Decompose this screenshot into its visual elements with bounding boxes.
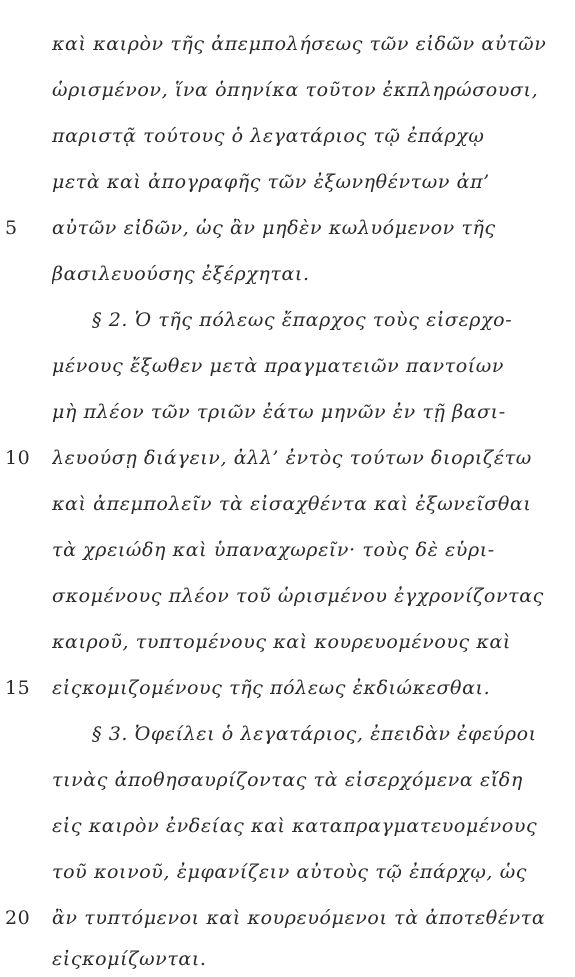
- text-line: μένους ἔξωθεν μετὰ πραγματειῶν παντοίων: [52, 355, 505, 377]
- text-line: εἰςκομιζομένους τῆς πόλεως ἐκδιώκεσθαι.: [52, 677, 491, 699]
- line-number: 10: [5, 447, 31, 469]
- text-line: μὴ πλέον τῶν τριῶν ἐάτω μηνῶν ἐν τῇ βασι-: [52, 401, 506, 423]
- text-line: εἰςκομίζωνται.: [52, 948, 207, 970]
- text-line: βασιλευούσης ἐξέρχηται.: [52, 263, 310, 285]
- text-line: ὡρισμένον, ἵνα ὁπηνίκα τοῦτον ἐκπληρώσουσι,: [52, 79, 539, 101]
- text-line: μετὰ καὶ ἀπογραφῆς τῶν ἐξωνηθέντων ἀπ’: [52, 171, 490, 193]
- text-line: σκομένους πλέον τοῦ ὡρισμένου ἐγχρονίζοντας: [52, 585, 544, 607]
- text-line: ἂν τυπτόμενοι καὶ κουρευόμενοι τὰ ἀποτεθέντα: [52, 907, 546, 929]
- section-heading-line: § 2. Ὁ τῆς πόλεως ἔπαρχος τοὺς εἰσερχο-: [92, 309, 513, 331]
- line-number: 15: [5, 677, 31, 699]
- text-line: παριστᾷ τούτους ὁ λεγατάριος τῷ ἐπάρχῳ: [52, 125, 485, 147]
- text-line: λευούσῃ διάγειν, ἀλλ’ ἐντὸς τούτων διοριζέτω: [52, 447, 532, 469]
- text-line: τινὰς ἀποθησαυρίζοντας τὰ εἰσερχόμενα εἴδη: [52, 769, 523, 791]
- line-number: 20: [5, 907, 31, 929]
- text-line: καὶ καιρὸν τῆς ἀπεμπολήσεως τῶν εἰδῶν αὐτῶν: [52, 33, 547, 55]
- text-line: αὐτῶν εἰδῶν, ὡς ἂν μηδὲν κωλυόμενον τῆς: [52, 217, 496, 239]
- text-line: εἰς καιρὸν ἐνδείας καὶ καταπραγματευομένους: [52, 815, 538, 837]
- line-number: 5: [5, 217, 18, 239]
- text-line: τὰ χρειώδη καὶ ὑπαναχωρεῖν· τοὺς δὲ εὑρι-: [52, 539, 495, 561]
- section-heading-line: § 3. Ὀφείλει ὁ λεγατάριος, ἐπειδὰν ἐφεύροι: [92, 723, 537, 745]
- text-line: καὶ ἀπεμπολεῖν τὰ εἰσαχθέντα καὶ ἐξωνεῖσθαι: [52, 493, 532, 515]
- text-line: τοῦ κοινοῦ, ἐμφανίζειν αὐτοὺς τῷ ἐπάρχῳ, ὡς: [52, 861, 528, 883]
- text-line: καιροῦ, τυπτομένους καὶ κουρευομένους καὶ: [52, 631, 511, 653]
